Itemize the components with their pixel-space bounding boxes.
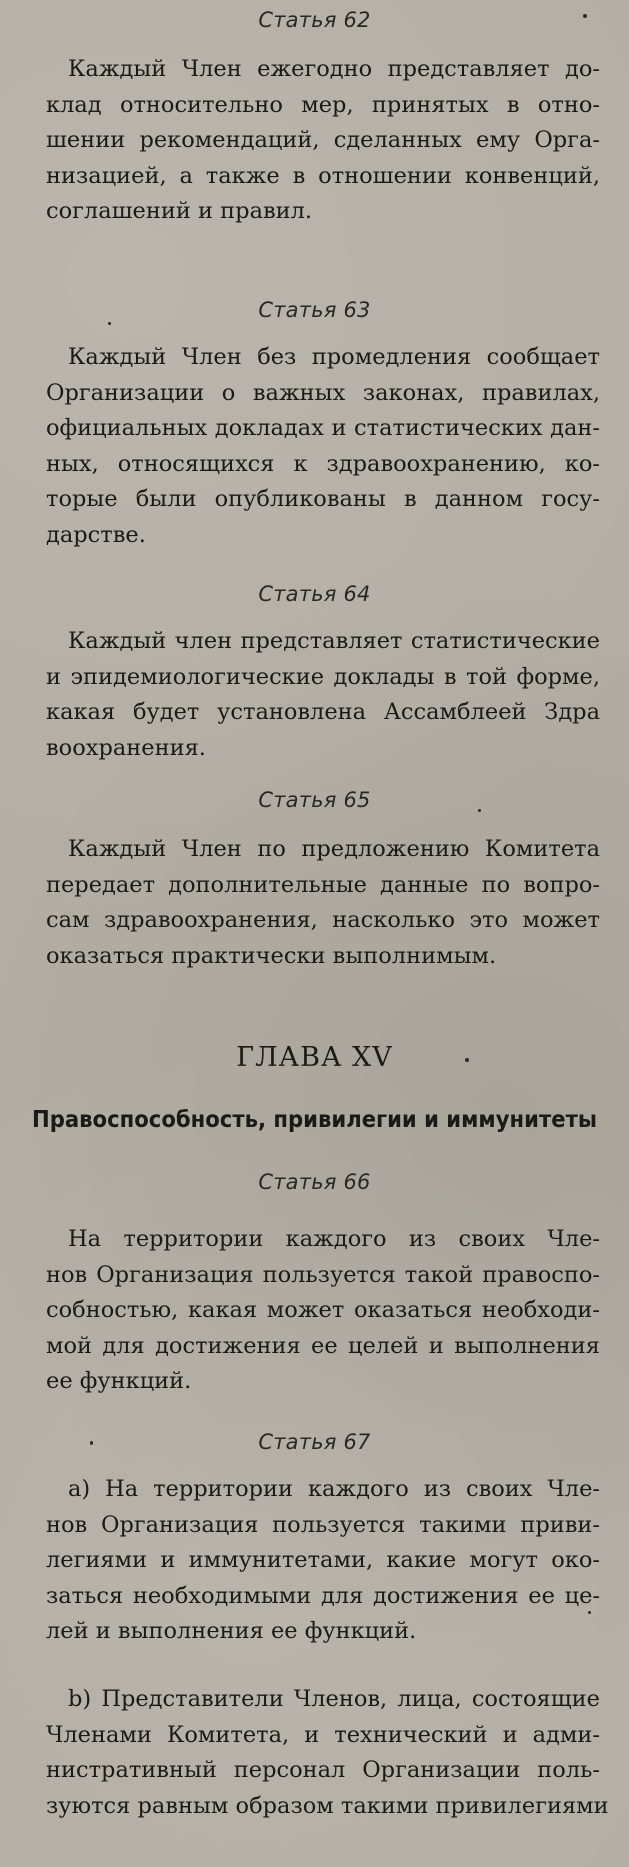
text-line: дарстве. bbox=[46, 521, 146, 548]
text-line: передает дополнительные данные по вопро- bbox=[46, 871, 600, 898]
text-line: официальных докладах и статистических дан- bbox=[46, 415, 600, 442]
text-line: На территории каждого из своих Чле- bbox=[68, 1226, 600, 1252]
text-line: собностью, какая может оказаться необходи- bbox=[46, 1297, 600, 1324]
text-line: Каждый Член по предложению Комитета bbox=[68, 836, 600, 862]
text-line: Каждый Член без промедления сообщает bbox=[68, 344, 600, 370]
text-line: нов Организация пользуется такой правоспо- bbox=[46, 1261, 600, 1288]
text-line: мой для достижения ее целей и выполнения bbox=[46, 1332, 600, 1359]
article-65-heading: Статья 65 bbox=[258, 788, 371, 812]
article-64-heading: Статья 64 bbox=[258, 582, 371, 606]
scan-speck bbox=[465, 1058, 469, 1062]
text-line: ее функций. bbox=[46, 1368, 192, 1395]
text-line: Организации о важных законах, правилах, bbox=[46, 379, 600, 406]
text-line: соглашений и правил. bbox=[46, 198, 313, 225]
text-line: сам здравоохранения, насколько это может bbox=[46, 907, 600, 934]
article-67-heading: Статья 67 bbox=[258, 1430, 371, 1454]
text-line: нов Организация пользуется такими приви- bbox=[46, 1511, 600, 1538]
text-line: b) Представители Членов, лица, состоящие bbox=[68, 1686, 600, 1712]
text-line: нистративный персонал Организации поль- bbox=[46, 1757, 600, 1784]
text-line: шении рекомендаций, сделанных ему Орга- bbox=[46, 127, 600, 154]
article-63-heading: Статья 63 bbox=[258, 298, 371, 322]
text-line: лей и выполнения ее функций. bbox=[46, 1618, 417, 1645]
text-line: Каждый член представляет статистические bbox=[68, 628, 600, 654]
scan-speck bbox=[588, 1611, 591, 1614]
article-67-b-text bbox=[46, 1682, 609, 1824]
article-65-text bbox=[46, 832, 600, 974]
article-62-text bbox=[46, 52, 600, 230]
text-line: зуются равным образом такими привилегиями bbox=[46, 1792, 609, 1819]
text-line: клад относительно мер, принятых в отно- bbox=[46, 91, 600, 118]
text-line: и эпидемиологические доклады в той форме, bbox=[46, 663, 600, 690]
article-63-text bbox=[46, 340, 600, 554]
text-line: воохранения. bbox=[46, 734, 206, 761]
text-line: а) На территории каждого из своих Чле- bbox=[68, 1476, 600, 1502]
text-line: Членами Комитета, и технический и адми- bbox=[46, 1721, 600, 1748]
article-66-heading: Статья 66 bbox=[258, 1170, 371, 1194]
article-64-text bbox=[46, 624, 600, 766]
chapter-title: Правоспособность, привилегии и иммунитеты bbox=[32, 1107, 597, 1133]
scan-speck bbox=[478, 809, 481, 812]
text-line: легиями и иммунитетами, какие могут око- bbox=[46, 1547, 600, 1574]
text-line: Каждый Член ежегодно представляет до- bbox=[68, 56, 600, 82]
chapter-number: ГЛАВА XV bbox=[236, 1042, 393, 1073]
scan-speck bbox=[583, 14, 587, 18]
text-line: заться необходимыми для достижения ее це- bbox=[46, 1582, 600, 1609]
text-line: оказаться практически выполнимым. bbox=[46, 942, 497, 969]
text-line: какая будет установлена Ассамблеей Здра bbox=[46, 699, 600, 726]
text-line: ных, относящихся к здравоохранению, ко- bbox=[46, 450, 600, 477]
scan-speck bbox=[90, 1441, 93, 1445]
scan-speck bbox=[108, 322, 111, 325]
article-67-a-text bbox=[46, 1472, 600, 1650]
text-line: низацией, а также в отношении конвенций, bbox=[46, 162, 600, 189]
text-line: торые были опубликованы в данном госу- bbox=[46, 486, 600, 513]
article-62-heading: Статья 62 bbox=[258, 8, 371, 32]
article-66-text bbox=[46, 1222, 600, 1400]
